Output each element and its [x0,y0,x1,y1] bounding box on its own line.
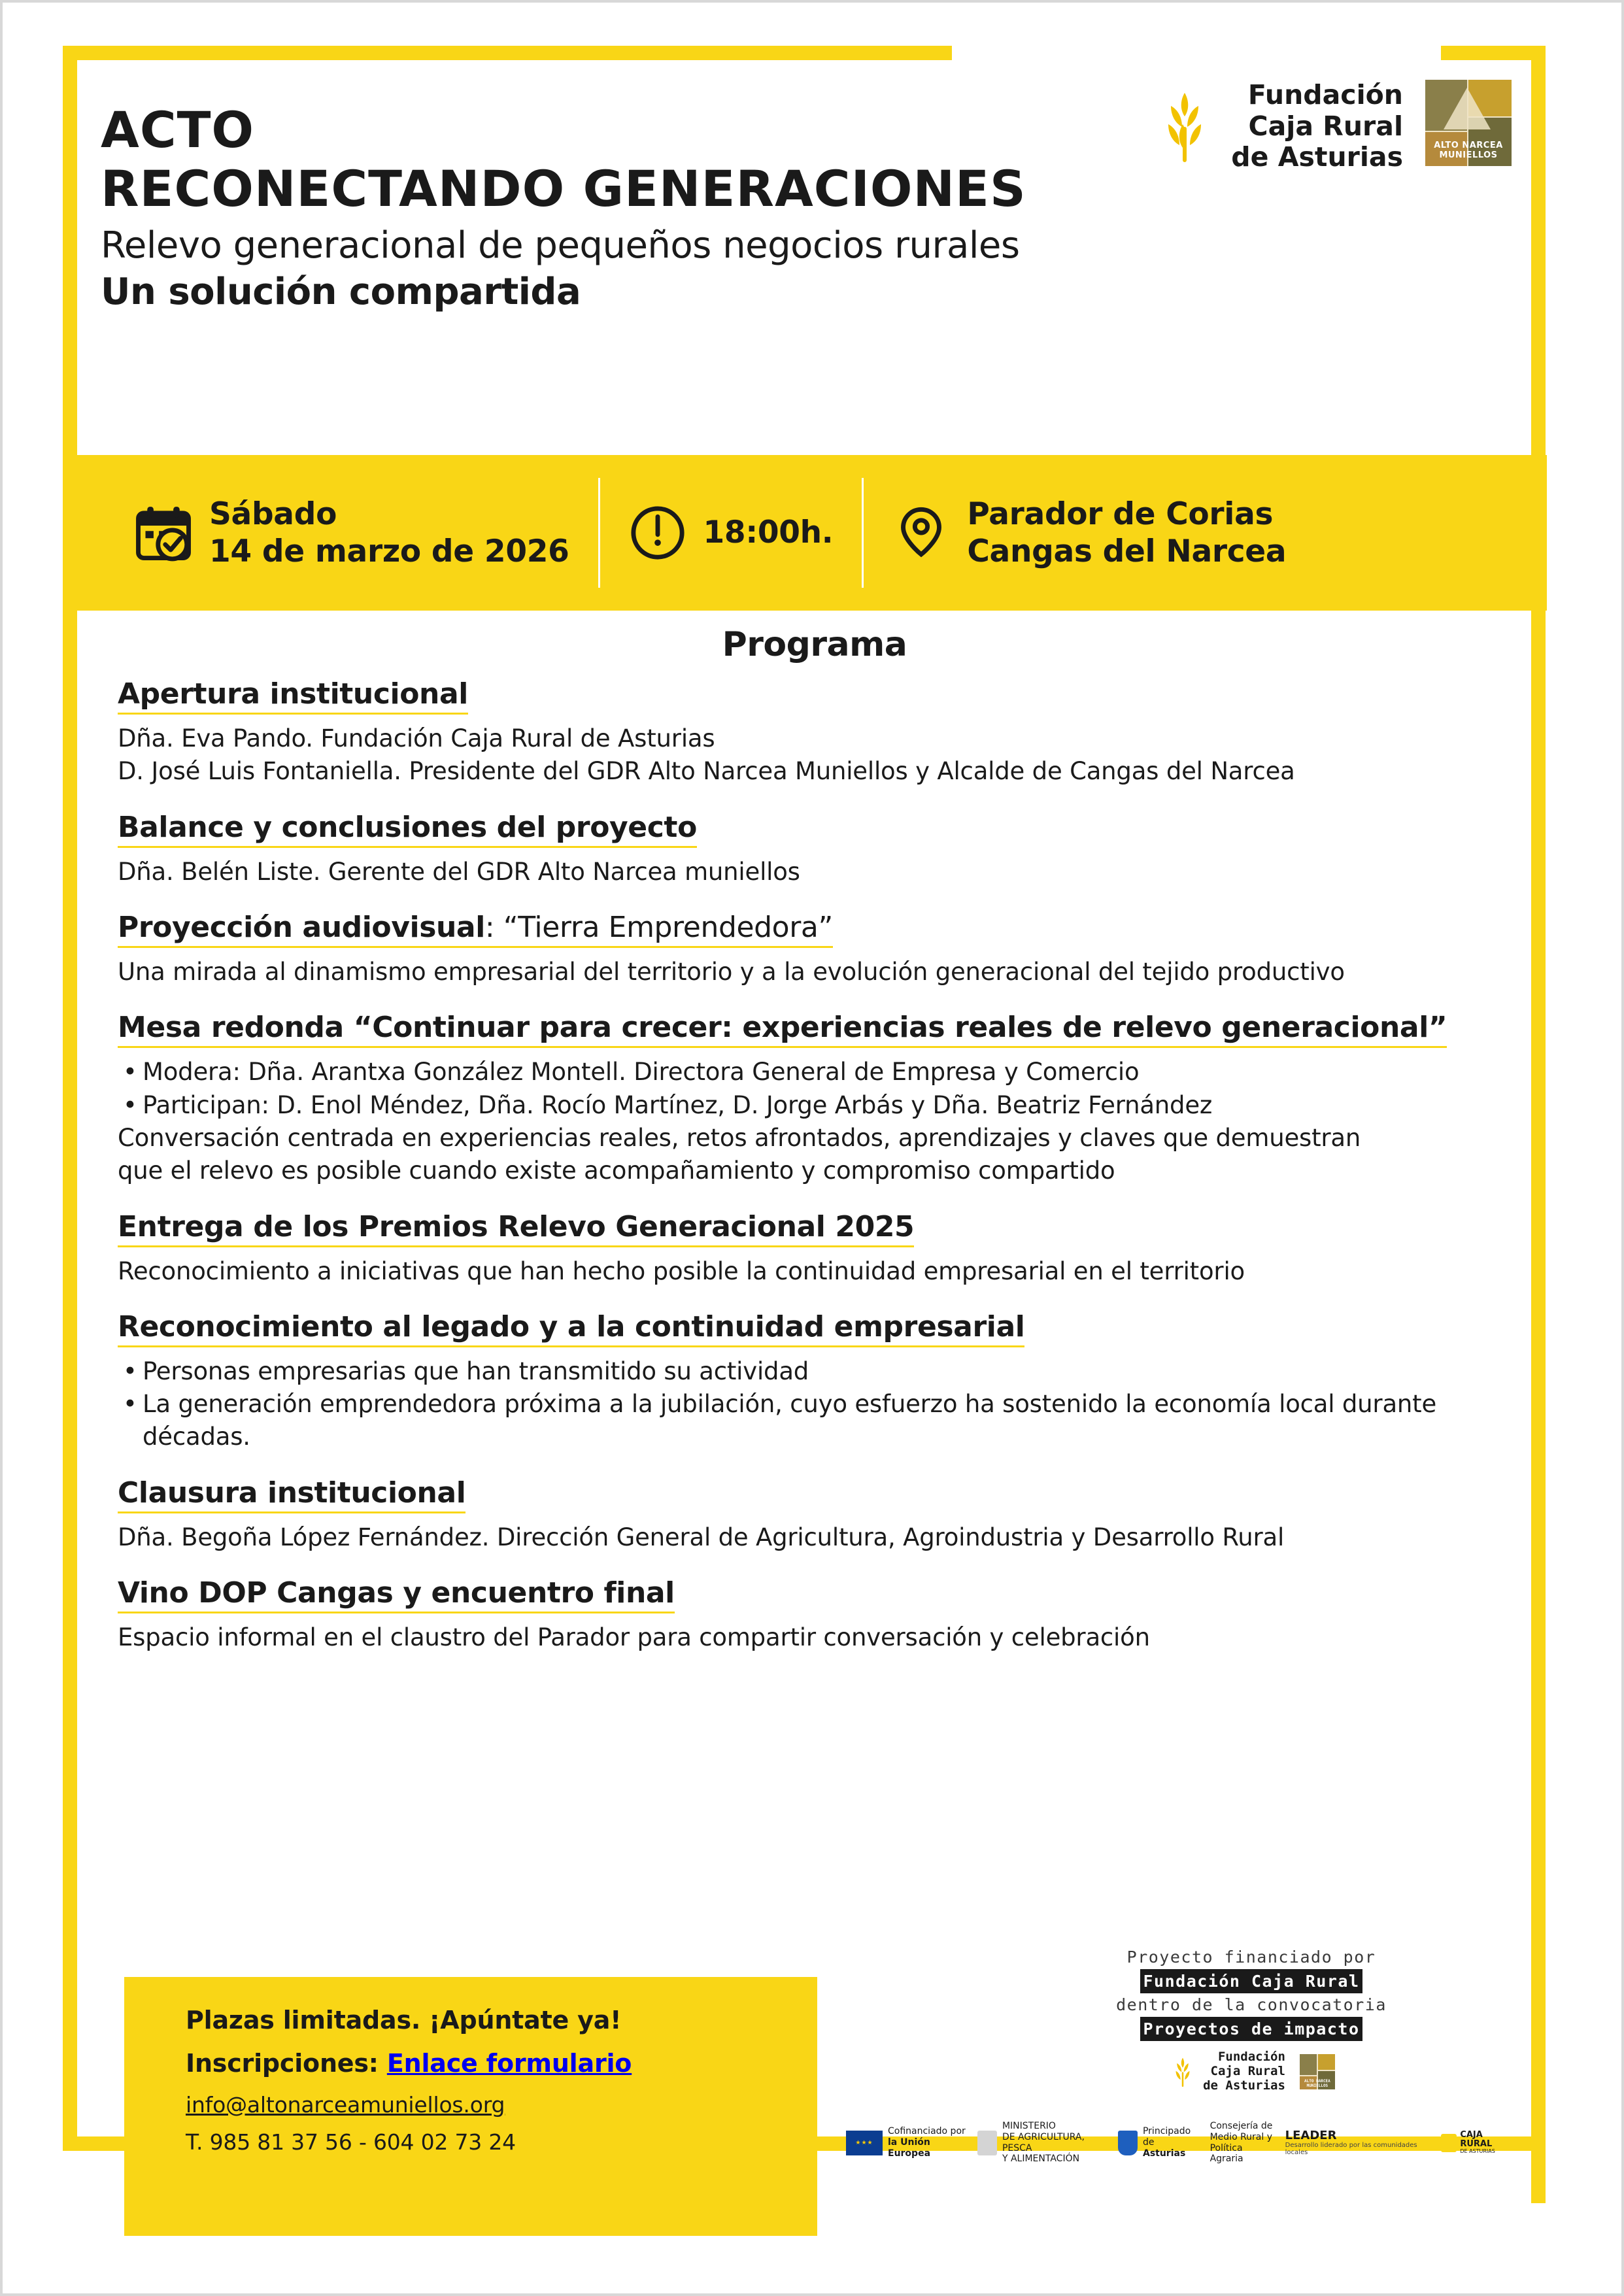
program-line: Una mirada al dinamismo empresarial del territorio y a la evolución generacional del tejido productivo [118,957,1345,986]
ministerio-logo [977,2121,1106,2165]
frame-rail-left [63,46,77,2151]
fundacion-logo-text [1231,80,1403,173]
financing-fcr-text [1203,2050,1285,2093]
program-block-title: Vino DOP Cangas y encuentro final [118,1576,675,1613]
fundacion-caja-rural-logo [1149,80,1403,173]
program-bullets [118,1355,1504,1454]
contact-plazas-text: Plazas limitadas. ¡Apúntate ya! [186,2006,622,2034]
min-line-1: MINISTERIO [1002,2121,1056,2131]
event-place-text [967,496,1286,571]
program-block-mesa-redonda [118,1011,1504,1187]
program-line: Espacio informal en el claustro del Parador para compartir conversación y celebración [118,1623,1150,1652]
ast-line-1: Principado de [1142,2126,1191,2148]
eu-cofinanced-logo [846,2126,966,2159]
contact-inscripciones [186,2049,817,2078]
program-line: Dña. Belén Liste. Gerente del GDR Alto Narcea muniellos [118,857,800,886]
program-block-premios [118,1210,1504,1288]
financing-line-2: Fundación Caja Rural [1140,1969,1362,1994]
caja-rural-text [1460,2131,1513,2155]
frame-rail-top [63,46,952,60]
registration-form-link[interactable]: Enlace formulario [386,2049,632,2078]
contact-email[interactable]: info@altonarceamuniellos.org [186,2092,505,2118]
programa-heading: Programa [722,625,907,664]
ast-line-2: Asturias [1142,2148,1186,2159]
asturias-shield-icon [1118,2131,1138,2155]
leader-subtitle: Desarrollo liderado por las comunidades locales [1285,2142,1417,2157]
cr-line-1: CAJA RURAL [1460,2129,1493,2150]
fin-fcr-line-1: Fundación [1217,2050,1285,2064]
program-block-title: Balance y conclusiones del proyecto [118,811,697,848]
contact-box [124,1977,817,2236]
contact-phones: T. 985 81 37 56 - 604 02 73 24 [186,2129,516,2155]
fin-anm-line-1: ALTO NARCEA [1304,2078,1330,2084]
financing-line-1: Proyecto financiado por [1126,1948,1376,1967]
program-bullet: • Participan: D. Enol Méndez, Dña. Rocío Martínez, D. Jorge Arbás y Dña. Beatriz Fernández [118,1089,1504,1122]
consejeria-text [1210,2121,1274,2165]
eu-line-1: Cofinanciado por [888,2126,966,2137]
event-date-line-2: 14 de marzo de 2026 [209,533,569,569]
program-block-title: Entrega de los Premios Relevo Generacional 2025 [118,1210,914,1247]
leader-label: LEADER [1285,2128,1337,2142]
program-block-apertura [118,677,1504,788]
fcr-line-3: de Asturias [1231,141,1403,173]
subtitle-primary: Relevo generacional de pequeños negocios rurales [101,224,1020,267]
subtitle-secondary: Un solución compartida [101,271,581,314]
caja-rural-asturias-logo [1441,2131,1513,2155]
program-bullet: • Modera: Dña. Arantxa González Montell. Directora General de Empresa y Comercio [118,1056,1504,1089]
consejeria-text-block [1210,2121,1274,2165]
event-time-cell [600,504,862,562]
program-block-balance [118,811,1504,888]
title-line-1: ACTO [101,101,255,159]
program-block-reconocimiento [118,1310,1504,1454]
financing-anm-logo [1300,2054,1335,2089]
frame-rail-top-right [1441,46,1546,60]
fcr-line-1: Fundación [1247,79,1403,110]
eu-line-2: la Unión Europea [888,2137,931,2159]
cons-line-1: Consejería de [1210,2121,1273,2131]
event-date-text [209,496,569,571]
financing-line-3: dentro de la convocatoria [1116,1995,1387,2014]
program-title-prefix: Proyección audiovisual [118,910,485,944]
leader-logo [1285,2129,1430,2157]
principado-asturias-logo [1118,2126,1198,2159]
program-list [118,677,1504,1676]
location-pin-icon [892,504,950,562]
financing-block [1003,1946,1500,2093]
spain-coat-of-arms-icon [977,2131,997,2155]
program-bullets [118,1056,1504,1122]
program-block-title: Clausura institucional [118,1476,465,1513]
program-line: Reconocimiento a iniciativas que han hecho posible la continuidad empresarial en el territorio [118,1257,1245,1285]
wheat-icon [1168,2055,1198,2088]
program-block-title: Apertura institucional [118,677,468,715]
program-block-vino [118,1576,1504,1654]
fcr-line-2: Caja Rural [1248,110,1403,142]
anm-line-2: MUNIELLOS [1439,150,1498,161]
program-line: Dña. Begoña López Fernández. Dirección General de Agricultura, Agroindustria y Desarrollo Rural [118,1523,1285,1551]
event-place-line-1: Parador de Corias [967,496,1274,532]
program-block-title: Reconocimiento al legado y a la continuidad empresarial [118,1310,1024,1347]
event-date-line-1: Sábado [209,496,337,532]
program-line: D. José Luis Fontaniella. Presidente del GDR Alto Narcea Muniellos y Alcalde de Cangas del Narcea [118,757,1295,786]
program-block-proyeccion [118,911,1504,988]
institutional-logo-strip [846,2121,1513,2165]
clock-icon [629,504,686,562]
fin-fcr-line-3: de Asturias [1203,2078,1285,2093]
event-info-band [77,455,1547,611]
financing-line-4: Proyectos de impacto [1140,2017,1362,2042]
cr-line-2: DE ASTURIAS [1460,2148,1495,2155]
program-block-title [118,911,833,948]
fin-anm-line-2: MUNIELLOS [1306,2083,1328,2088]
min-line-2: DE AGRICULTURA, PESCA [1002,2131,1085,2153]
anm-logo-label [1425,141,1512,161]
event-place-cell [864,496,1315,571]
program-bullet: • Personas empresarias que han transmitido su actividad [118,1355,1504,1388]
event-time-text: 18:00h. [703,515,834,551]
financing-fcr-logo [1168,2050,1285,2093]
caja-rural-mark-icon [1441,2134,1457,2152]
min-line-3: Y ALIMENTACIÓN [1002,2153,1080,2165]
wheat-icon [1149,88,1221,165]
eu-text [888,2126,966,2159]
event-date-cell [77,496,598,571]
program-block-title: Mesa redonda “Continuar para crecer: experiencias reales de relevo generacional” [118,1011,1447,1048]
program-block-clausura [118,1476,1504,1554]
anm-line-1: ALTO NARCEA [1434,141,1503,151]
program-line: Conversación centrada en experiencias reales, retos afrontados, aprendizajes y claves que demuestran [118,1123,1361,1152]
program-line: que el relevo es posible cuando existe acompañamiento y compromiso compartido [118,1156,1115,1185]
alto-narcea-muniellos-logo [1425,80,1512,166]
fin-anm-label [1300,2079,1335,2088]
program-line: Dña. Eva Pando. Fundación Caja Rural de Asturias [118,724,715,752]
financing-logo-row [1003,2050,1500,2093]
program-bullet: • La generación emprendedora próxima a la jubilación, cuyo esfuerzo ha sostenido la economía local durante décadas. [118,1388,1504,1454]
cons-line-2: Medio Rural y [1210,2131,1273,2142]
frame-rail-right [1531,46,1546,2203]
ministerio-text [1002,2121,1106,2165]
title-line-2: RECONECTANDO GENERACIONES [101,159,1026,218]
inscripciones-label: Inscripciones: [186,2049,387,2078]
asturias-text [1143,2126,1198,2159]
program-title-rest: : “Tierra Emprendedora” [484,910,833,944]
event-place-line-2: Cangas del Narcea [967,533,1287,569]
calendar-icon [135,504,192,562]
logo-group [1149,80,1512,173]
fin-fcr-line-2: Caja Rural [1210,2063,1285,2078]
cons-line-3: Política Agraria [1210,2142,1243,2165]
eu-flag-icon: ★★★ [846,2131,883,2155]
